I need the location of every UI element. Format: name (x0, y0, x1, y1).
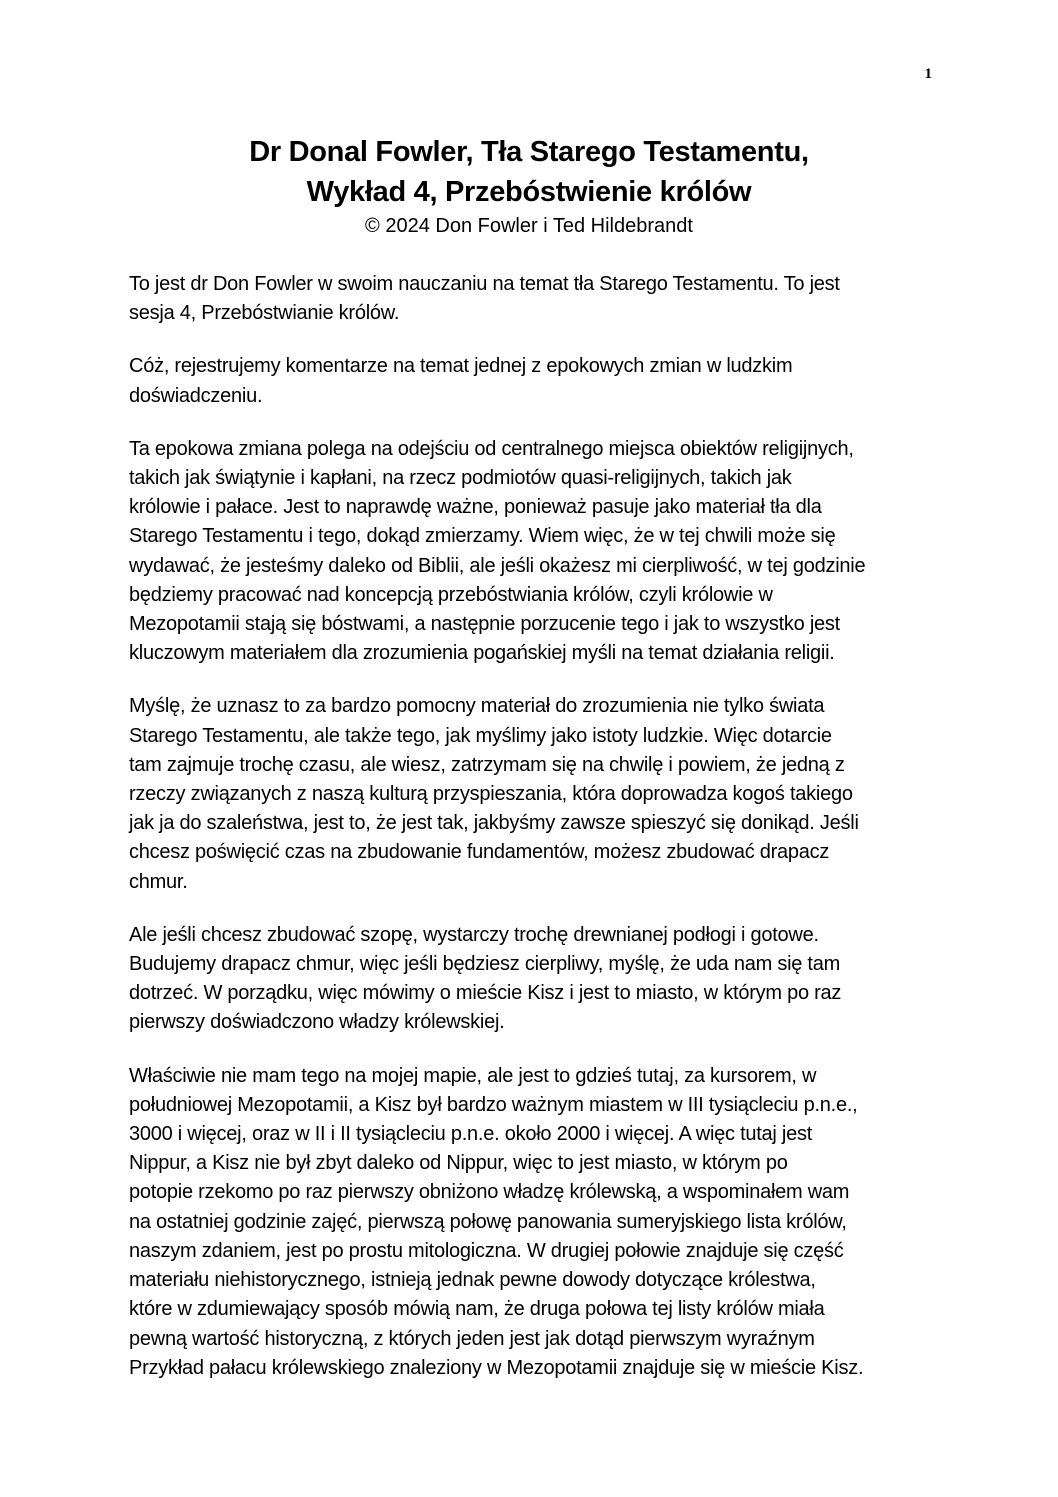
document-body (129, 270, 937, 1407)
paragraph (129, 692, 937, 896)
paragraph-line: jak ja do szaleństwa, jest to, że jest tak, jakbyśmy zawsze spieszyć się donikąd. Jeśli (129, 812, 859, 835)
paragraph-line: tam zajmuje trochę czasu, ale wiesz, zatrzymam się na chwilę i powiem, że jedną z (129, 753, 845, 776)
paragraph-line: będziemy pracować nad koncepcją przebóstwiania królów, czyli królowie w (129, 583, 773, 606)
paragraph-line: chcesz poświęcić czas na zbudowanie fundamentów, możesz zbudować drapacz (129, 841, 830, 864)
paragraph-line: Starego Testamentu, ale także tego, jak myślimy jako istoty ludzkie. Więc dotarcie (129, 724, 832, 747)
paragraph-line: na ostatniej godzinie zajęć, pierwszą połowę panowania sumeryjskiego lista królów, (129, 1210, 847, 1233)
paragraph-line: potopie rzekomo po raz pierwszy obniżono władzę królewską, a wspominałem wam (129, 1181, 850, 1204)
paragraph-line: 3000 i więcej, oraz w II i II tysiącleciu p.n.e. około 2000 i więcej. A więc tutaj jest (129, 1123, 813, 1146)
paragraph-line: Nippur, a Kisz nie był zbyt daleko od Nippur, więc to jest miasto, w którym po (129, 1152, 788, 1175)
paragraph-line: królowie i pałace. Jest to naprawdę ważne, ponieważ pasuje jako materiał tła dla (129, 496, 822, 519)
paragraph-line: naszym zdaniem, jest po prostu mitologiczna. W drugiej połowie znajduje się część (129, 1239, 844, 1262)
paragraph-line: południowej Mezopotamii, a Kisz był bardzo ważnym miastem w III tysiącleciu p.n.e., (129, 1093, 858, 1116)
paragraph-line: Budujemy drapacz chmur, więc jeśli będziesz cierpliwy, myślę, że uda nam się tam (129, 953, 841, 976)
copyright-notice: © 2024 Don Fowler i Ted Hildebrandt (365, 215, 693, 237)
paragraph-line: pierwszy doświadczono władzy królewskiej. (129, 1011, 505, 1034)
paragraph-line: pewną wartość historyczną, z których jeden jest jak dotąd pierwszym wyraźnym (129, 1327, 815, 1350)
title-line-2: Wykład 4, Przebóstwienie królów (306, 176, 752, 208)
paragraph-line: Przykład pałacu królewskiego znaleziony w Mezopotamii znajduje się w mieście Kisz. (129, 1356, 864, 1379)
paragraph-line: materiału niehistorycznego, istnieją jednak pewne dowody dotyczące królestwa, (129, 1269, 816, 1292)
paragraph-line: Mezopotamii stają się bóstwami, a następnie porzucenie tego i jak to wszystko jest (129, 613, 840, 636)
paragraph-line: Właściwie nie mam tego na mojej mapie, ale jest to gdzieś tutaj, za kursorem, w (129, 1064, 817, 1087)
paragraph-line: rzeczy związanych z naszą kulturą przyspieszania, która doprowadza kogoś takiego (129, 783, 853, 806)
paragraph (129, 270, 937, 328)
paragraph-line: To jest dr Don Fowler w swoim nauczaniu na temat tła Starego Testamentu. To jest (129, 273, 840, 295)
paragraph-line: Ale jeśli chcesz zbudować szopę, wystarczy trochę drewnianej podłogi i gotowe. (129, 923, 819, 946)
paragraph-line: dotrzeć. W porządku, więc mówimy o mieście Kisz i jest to miasto, w którym po raz (129, 982, 842, 1005)
paragraph-line: Myślę, że uznasz to za bardzo pomocny materiał do zrozumienia nie tylko świata (129, 695, 825, 718)
paragraph-line: kluczowym materiałem dla zrozumienia pogańskiej myśli na temat działania religii. (129, 642, 835, 665)
paragraph-line: Ta epokowa zmiana polega na odejściu od centralnego miejsca obiektów religijnych, (129, 437, 854, 460)
paragraph (129, 352, 937, 410)
paragraph-line: chmur. (129, 870, 188, 893)
paragraph-line: wydawać, że jesteśmy daleko od Biblii, ale jeśli okażesz mi cierpliwość, w tej godzinie (129, 554, 866, 577)
title-line-1: Dr Donal Fowler, Tła Starego Testamentu, (249, 136, 809, 168)
paragraph-line: doświadczeniu. (129, 384, 263, 407)
page-number: 1 (924, 66, 932, 82)
paragraph (129, 435, 937, 669)
paragraph-line: Starego Testamentu i tego, dokąd zmierzamy. Wiem więc, że w tej chwili może się (129, 525, 836, 548)
paragraph (129, 921, 937, 1038)
paragraph-line: takich jak świątynie i kapłani, na rzecz podmiotów quasi-religijnych, takich jak (129, 467, 792, 490)
paragraph-line: które w zdumiewający sposób mówią nam, że druga połowa tej listy królów miała (129, 1298, 825, 1321)
paragraph-line: sesja 4, Przebóstwianie królów. (129, 302, 400, 325)
document-header (0, 132, 1058, 240)
paragraph-line: Cóż, rejestrujemy komentarze na temat jednej z epokowych zmian w ludzkim (129, 355, 793, 378)
paragraph (129, 1062, 937, 1383)
